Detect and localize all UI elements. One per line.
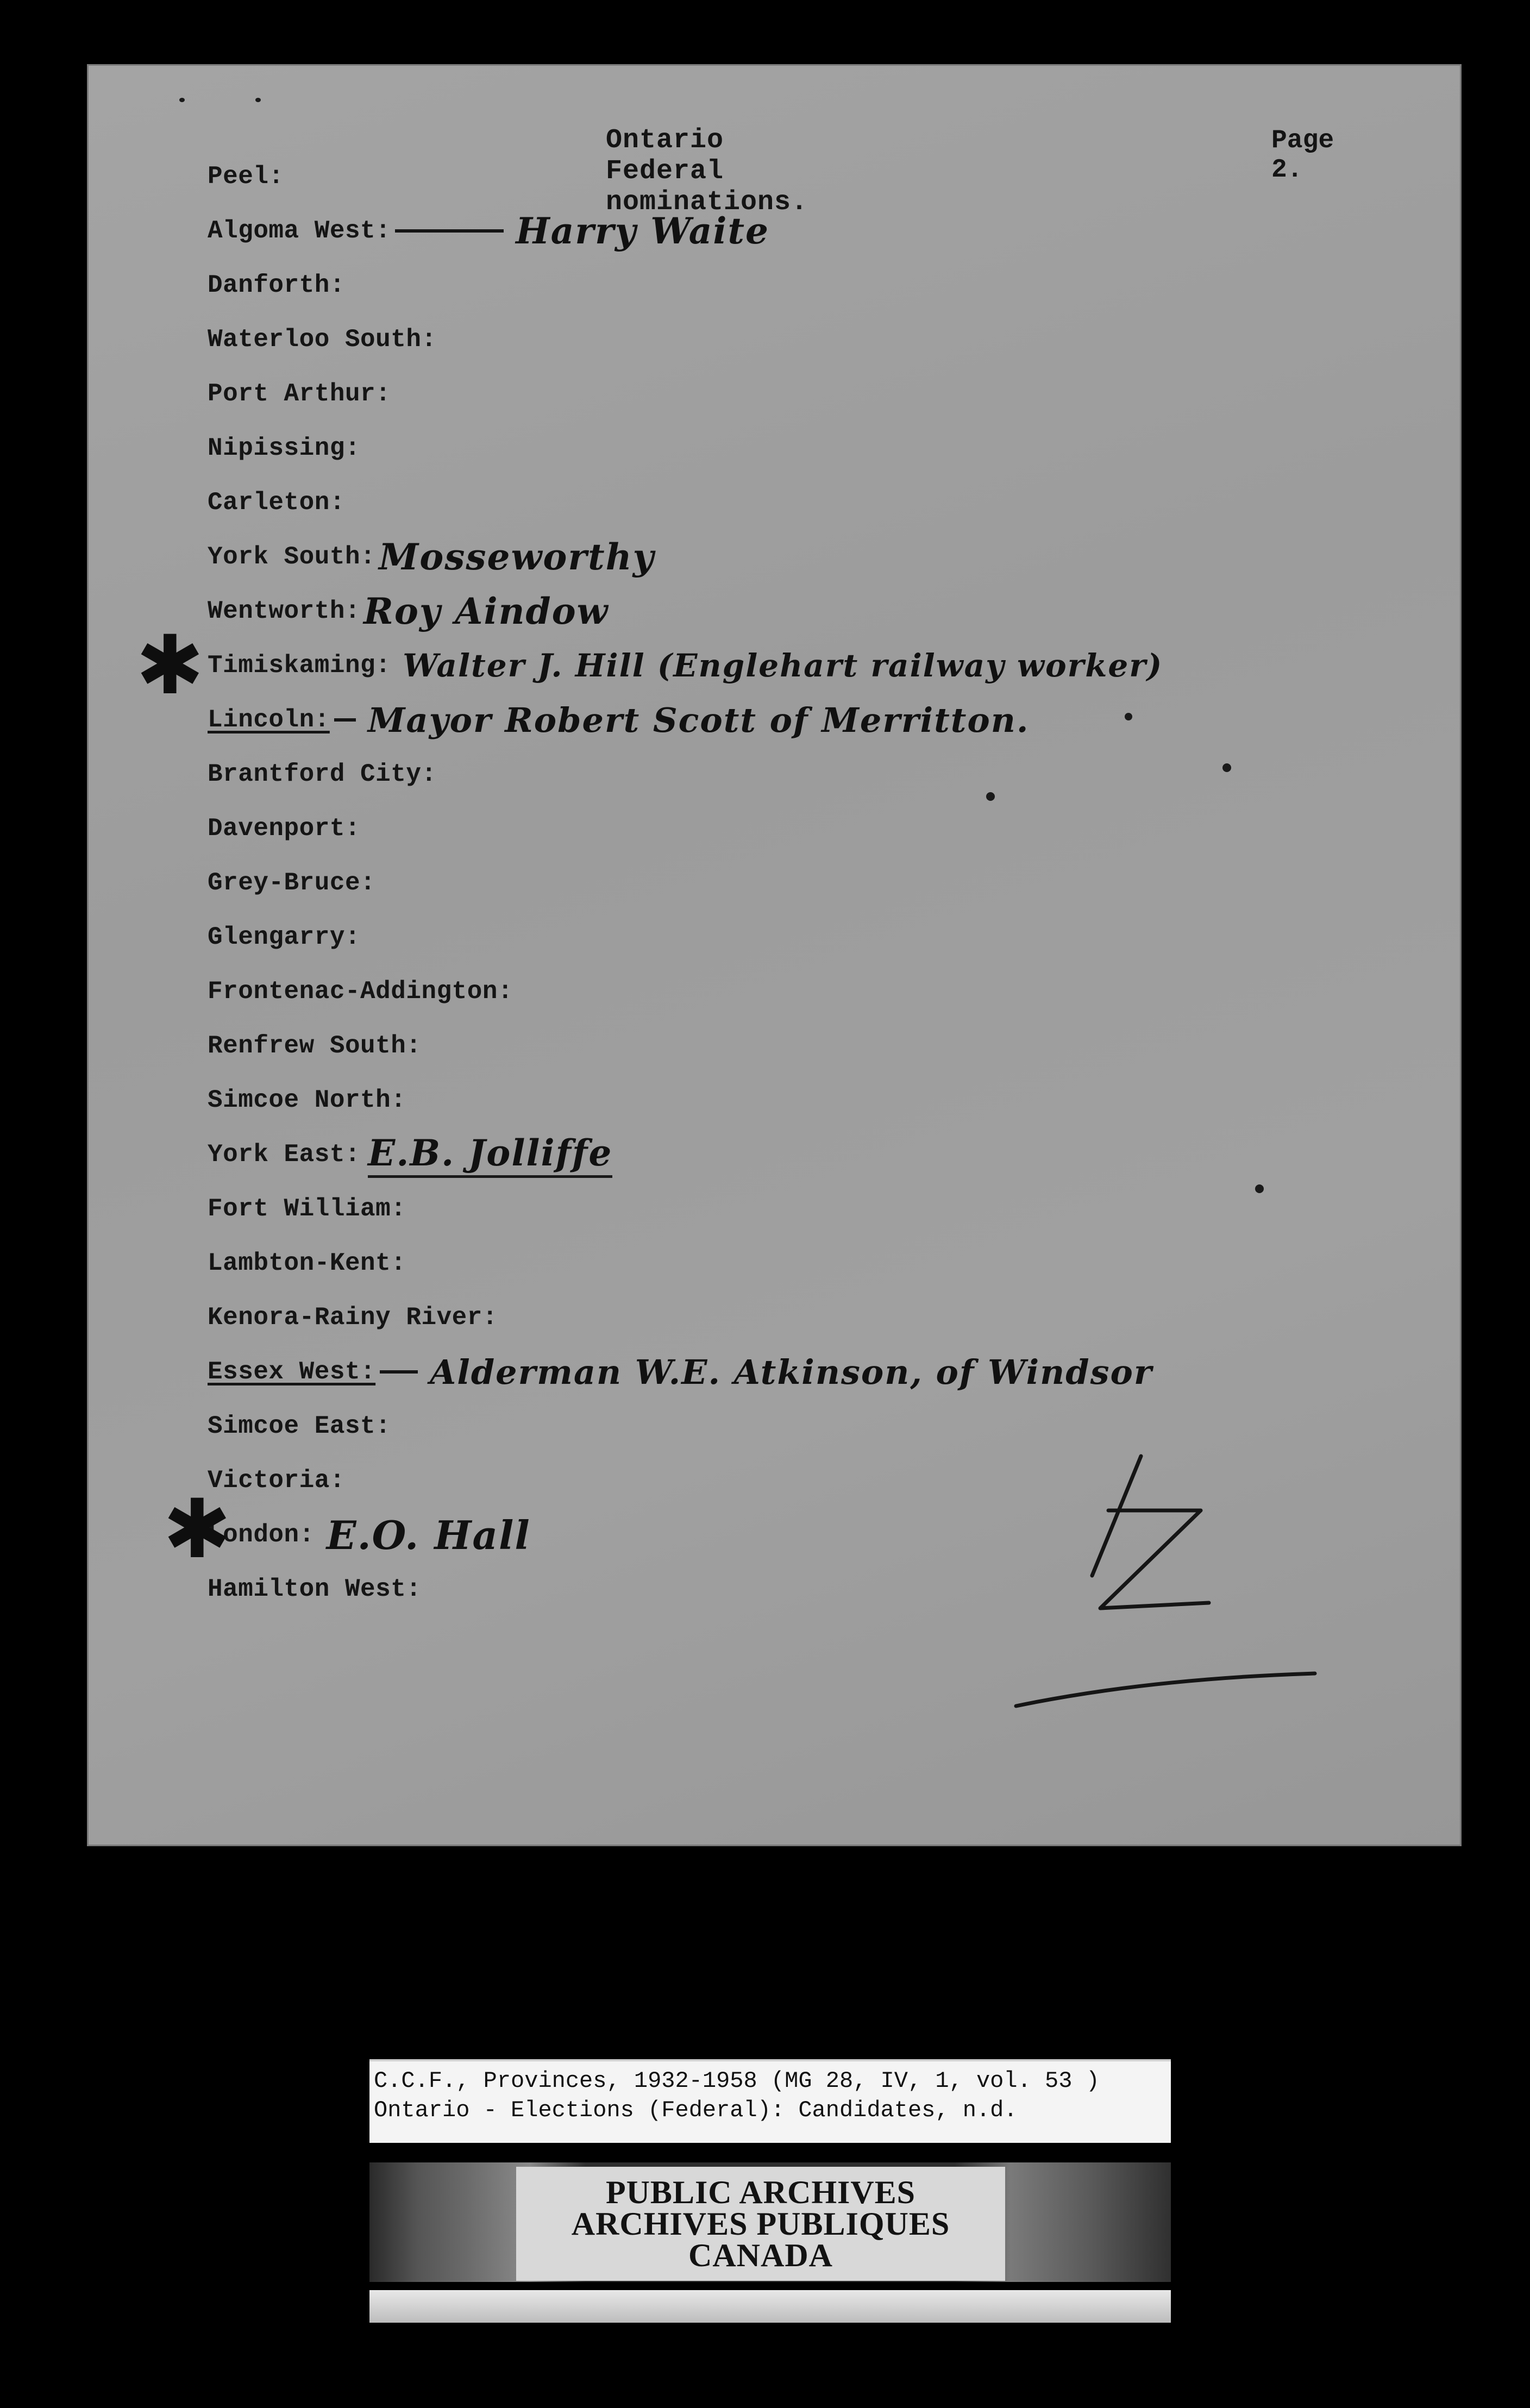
riding-label: Hamilton West: xyxy=(208,1575,422,1603)
riding-label: Nipissing: xyxy=(208,434,361,462)
riding-row xyxy=(208,1131,613,1174)
riding-label: Fort William: xyxy=(208,1195,406,1223)
riding-label: Essex West: xyxy=(208,1358,376,1386)
ink-speck xyxy=(1222,763,1231,772)
candidate-handwriting: Roy Aindow xyxy=(363,590,609,632)
riding-row xyxy=(208,1570,421,1608)
riding-label: Glengarry: xyxy=(208,923,361,951)
archives-stamp xyxy=(516,2167,1005,2281)
riding-row xyxy=(208,918,360,956)
riding-label: Waterloo South: xyxy=(208,325,437,354)
riding-label: Timiskaming: xyxy=(208,651,391,680)
riding-row xyxy=(208,1353,1153,1391)
caption-line-2: Ontario - Elections (Federal): Candidates, n.d. xyxy=(374,2097,1018,2123)
riding-label: Grey-Bruce: xyxy=(208,869,376,897)
riding-row xyxy=(208,755,437,793)
riding-label: Simcoe North: xyxy=(208,1086,406,1114)
riding-row xyxy=(208,701,1029,739)
riding-row xyxy=(208,810,360,848)
riding-label: Kenora-Rainy River: xyxy=(208,1303,498,1332)
asterisk-mark-icon: ✱ xyxy=(136,618,204,713)
riding-row xyxy=(208,647,1163,685)
riding-label: London: xyxy=(208,1521,315,1549)
riding-row xyxy=(208,1244,406,1282)
punch-mark xyxy=(255,98,261,102)
riding-row xyxy=(208,1190,406,1228)
handwritten-12-mark xyxy=(1011,1445,1326,1720)
riding-row xyxy=(208,864,375,902)
document-title: Ontario Federal nominations. xyxy=(606,125,808,218)
riding-label: York East: xyxy=(208,1140,361,1169)
dash-line xyxy=(380,1370,418,1374)
riding-row xyxy=(208,212,769,250)
riding-row xyxy=(208,973,513,1011)
riding-label: Algoma West: xyxy=(208,217,391,245)
riding-row xyxy=(208,1081,406,1119)
riding-label: Lincoln: xyxy=(208,706,330,734)
riding-row xyxy=(208,158,284,196)
riding-label: Davenport: xyxy=(208,814,361,843)
riding-label: Danforth: xyxy=(208,271,345,299)
catalogue-label xyxy=(369,2059,1171,2143)
candidate-handwriting: Mayor Robert Scott of Merritton. xyxy=(367,700,1030,740)
ink-speck xyxy=(1125,713,1132,720)
punch-mark xyxy=(179,98,185,102)
riding-label: Frontenac-Addington: xyxy=(208,977,513,1006)
riding-label: Peel: xyxy=(208,162,284,191)
riding-row xyxy=(208,321,437,359)
stamp-line-1: PUBLIC ARCHIVES xyxy=(605,2174,916,2210)
caption-line-1: C.C.F., Provinces, 1932-1958 (MG 28, IV, 1, vol. 53 ) xyxy=(374,2068,1100,2094)
candidate-handwriting: Harry Waite xyxy=(516,210,769,252)
riding-label: Victoria: xyxy=(208,1466,345,1495)
archives-stamp-band xyxy=(369,2162,1171,2282)
riding-label: Brantford City: xyxy=(208,760,437,788)
candidate-handwriting: Alderman W.E. Atkinson, of Windsor xyxy=(430,1352,1153,1392)
candidate-handwriting: Walter J. Hill (Englehart railway worker) xyxy=(403,647,1163,684)
stamp-line-3: CANADA xyxy=(688,2237,833,2273)
riding-row xyxy=(208,1299,498,1337)
candidate-handwriting: Mosseworthy xyxy=(379,536,655,578)
riding-row xyxy=(208,592,609,630)
dash-line xyxy=(334,718,356,722)
riding-row xyxy=(208,429,360,467)
riding-label: Wentworth: xyxy=(208,597,361,625)
riding-label: York South: xyxy=(208,543,376,571)
page-number: Page 2. xyxy=(1271,126,1334,185)
ink-speck xyxy=(1255,1184,1264,1193)
riding-label: Lambton-Kent: xyxy=(208,1249,406,1277)
dash-line xyxy=(395,229,504,233)
riding-label: Port Arthur: xyxy=(208,380,391,408)
stamp-line-2: ARCHIVES PUBLIQUES xyxy=(571,2206,950,2242)
riding-row xyxy=(208,1512,531,1558)
candidate-handwriting: E.B. Jolliffe xyxy=(368,1132,612,1178)
riding-row xyxy=(208,375,391,413)
riding-row xyxy=(208,1027,421,1065)
riding-label: Renfrew South: xyxy=(208,1032,422,1060)
riding-row xyxy=(208,1407,391,1445)
riding-row xyxy=(208,266,345,304)
asterisk-mark-icon: ✱ xyxy=(163,1482,231,1577)
riding-label: Carleton: xyxy=(208,488,345,517)
label-bottom-strip xyxy=(369,2290,1171,2323)
ink-speck xyxy=(986,792,995,801)
riding-row xyxy=(208,484,345,522)
riding-row xyxy=(208,538,655,576)
riding-label: Simcoe East: xyxy=(208,1412,391,1440)
candidate-handwriting: E.O. Hall xyxy=(326,1512,531,1558)
